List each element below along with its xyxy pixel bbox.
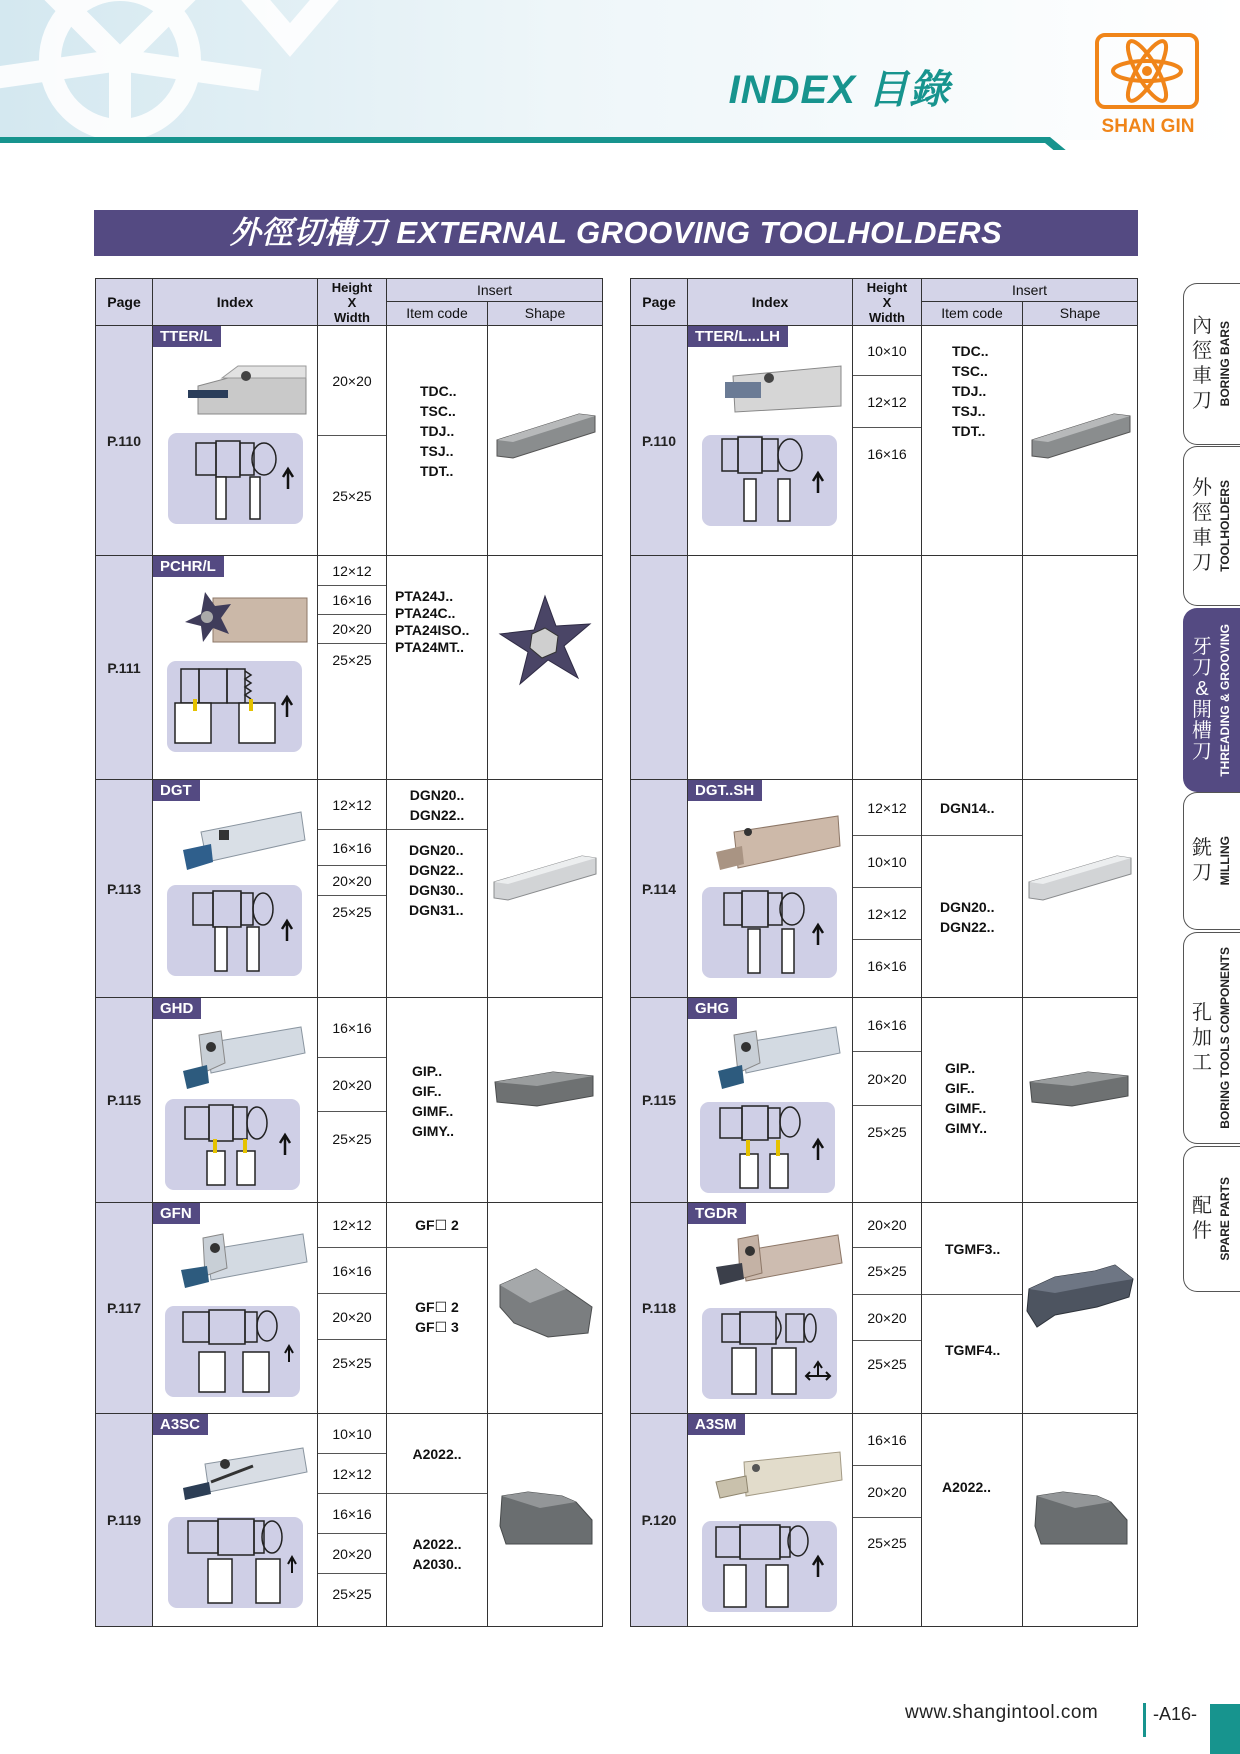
drawing-panel <box>167 885 302 976</box>
side-tab-cn <box>1190 793 1214 929</box>
technical-drawing <box>168 433 303 524</box>
shan-gin-logo-icon <box>1095 33 1199 109</box>
size-value: 16×16 <box>853 998 921 1052</box>
insert-codes <box>387 998 487 1203</box>
table-row[interactable] <box>631 780 1137 998</box>
table-row[interactable] <box>96 556 602 780</box>
technical-drawing <box>700 1102 835 1193</box>
technical-drawing <box>167 661 302 752</box>
table-row <box>631 556 1137 780</box>
size-value: 12×12 <box>318 1203 386 1248</box>
header-page: Page <box>96 279 153 326</box>
drawing-panel <box>700 1102 835 1193</box>
size-value: 16×16 <box>318 830 386 866</box>
size-value: 12×12 <box>318 780 386 830</box>
header-item-code: Item code <box>387 302 488 326</box>
table-row[interactable] <box>631 998 1137 1203</box>
insert-code: TDT.. <box>420 463 454 479</box>
side-tab-threading-grooving[interactable] <box>1183 608 1240 792</box>
toolholder-image <box>723 356 843 422</box>
table-row[interactable] <box>96 780 602 998</box>
header-insert: Insert <box>922 279 1137 302</box>
table-row[interactable] <box>631 1414 1137 1626</box>
insert-code: TDT.. <box>952 423 986 439</box>
page-ref[interactable]: P.115 <box>96 998 153 1202</box>
side-tab-boring-bars[interactable] <box>1183 283 1240 445</box>
side-tab-cn <box>1190 447 1214 605</box>
side-tab-cn-text: 外徑車刀 <box>1192 477 1212 574</box>
side-tab-cn-text: 內徑車刀 <box>1192 315 1212 412</box>
table-row[interactable] <box>631 326 1137 556</box>
insert-code: GIMF.. <box>412 1102 454 1119</box>
size-value: 10×10 <box>318 1414 386 1454</box>
insert-codes <box>387 830 487 930</box>
header-height-width <box>853 279 922 326</box>
footer-accent-block <box>1210 1704 1240 1754</box>
header-x: X <box>347 294 357 310</box>
page-ref[interactable]: P.113 <box>96 780 153 997</box>
insert-code: PTA24C.. <box>395 605 456 621</box>
header-index: Index <box>688 279 853 326</box>
technical-drawing <box>165 1099 300 1190</box>
insert-code: TGMF4.. <box>945 1342 1001 1358</box>
insert-code: DGN20.. <box>409 786 465 803</box>
size-value: 20×20 <box>318 1294 386 1340</box>
insert-shape-image <box>1027 848 1133 908</box>
drawing-panel <box>165 1306 300 1397</box>
shape-cell <box>1023 556 1137 779</box>
page-ref[interactable]: P.111 <box>96 556 153 779</box>
section-banner: 外徑切槽刀 EXTERNAL GROOVING TOOLHOLDERS <box>94 210 1138 256</box>
insert-codes <box>387 580 487 664</box>
side-tab-cn-text: 銑刀 <box>1192 837 1212 884</box>
drawing-panel <box>702 887 837 978</box>
size-value: 25×25 <box>332 488 372 504</box>
insert-code: TDC.. <box>420 383 457 399</box>
insert-code: PTA24J.. <box>395 588 454 604</box>
size-value: 20×20 <box>318 615 386 644</box>
insert-codes <box>922 1414 1022 1560</box>
insert-codes <box>922 780 1022 836</box>
size-value: 25×25 <box>853 1248 921 1295</box>
drawing-panel <box>702 435 837 526</box>
insert-code: TSJ.. <box>952 403 986 419</box>
page-ref[interactable]: P.119 <box>96 1414 153 1626</box>
left-index-table <box>95 278 603 1627</box>
insert-code: DGN14.. <box>940 799 995 816</box>
side-tab-cn <box>1190 1147 1214 1291</box>
index-tag: GFN <box>153 1203 200 1224</box>
toolholder-image <box>183 584 308 654</box>
insert-shape-image <box>1028 1066 1132 1126</box>
insert-code: TSC.. <box>420 403 456 419</box>
size-value: 20×20 <box>318 1058 386 1112</box>
page-ref[interactable]: P.110 <box>631 326 688 555</box>
header-x: X <box>882 294 892 310</box>
index-tag: PCHR/L <box>153 556 224 577</box>
page-title: INDEX 目錄 <box>728 68 950 112</box>
index-tag: A3SM <box>688 1414 745 1435</box>
insert-codes <box>922 836 1022 998</box>
table-row[interactable] <box>631 1203 1137 1414</box>
size-value: 16×16 <box>318 1494 386 1534</box>
header-index: Index <box>153 279 318 326</box>
side-tab-en: SPARE PARTS <box>1218 1177 1232 1261</box>
drawing-panel <box>168 433 303 524</box>
index-tag: GHD <box>153 998 201 1019</box>
header-shape: Shape <box>488 302 602 326</box>
size-value: 16×16 <box>318 998 386 1058</box>
size-value: 10×10 <box>853 326 921 376</box>
size-value: 16×16 <box>318 1248 386 1294</box>
index-tag: DGT <box>153 780 200 801</box>
insert-shape-image <box>496 1490 596 1552</box>
insert-code: DGN31.. <box>409 902 464 918</box>
toolholder-image <box>181 1023 309 1095</box>
insert-code: PTA24MT.. <box>395 639 464 655</box>
insert-code: TDJ.. <box>952 383 987 399</box>
page-ref[interactable]: P.115 <box>631 998 688 1202</box>
table-row[interactable] <box>96 1414 602 1626</box>
size-cell <box>853 556 922 779</box>
page-ref <box>631 556 688 779</box>
technical-drawing <box>702 1521 837 1612</box>
header-background <box>0 0 1240 150</box>
page-number: -A16- <box>1153 1704 1198 1724</box>
size-value: 25×25 <box>867 1356 907 1372</box>
header-page: Page <box>631 279 688 326</box>
code-cell <box>922 556 1023 779</box>
insert-codes <box>387 780 487 830</box>
size-value: 12×12 <box>853 888 921 940</box>
drawing-panel <box>702 1521 837 1612</box>
insert-codes <box>387 1248 487 1386</box>
footer-divider <box>1143 1703 1146 1737</box>
insert-shape-image <box>492 848 598 908</box>
page-ref[interactable]: P.117 <box>96 1203 153 1413</box>
size-value: 16×16 <box>318 586 386 615</box>
insert-code: PTA24ISO.. <box>395 622 470 638</box>
insert-code: GIMY.. <box>945 1120 988 1136</box>
insert-code: GIF.. <box>412 1082 442 1099</box>
side-tab-toolholders[interactable] <box>1183 446 1240 606</box>
insert-code: TDC.. <box>952 343 989 359</box>
side-tab-cn <box>1190 933 1214 1143</box>
page-ref[interactable]: P.120 <box>631 1414 688 1626</box>
toolholder-image <box>188 356 308 422</box>
insert-shape-image <box>1025 1261 1135 1333</box>
index-tag: TGDR <box>688 1203 746 1224</box>
size-value: 12×12 <box>318 1454 386 1494</box>
size-value: 20×20 <box>853 1052 921 1106</box>
drawing-panel <box>167 661 302 752</box>
toolholder-image <box>714 812 844 878</box>
table-row[interactable] <box>96 326 602 556</box>
insert-codes <box>387 1203 487 1248</box>
toolholder-image <box>714 1229 844 1299</box>
toolholder-image <box>716 1023 844 1095</box>
insert-codes <box>387 1414 487 1494</box>
insert-codes <box>922 336 1022 446</box>
size-value: 20×20 <box>318 326 386 436</box>
drawing-panel <box>165 1099 300 1190</box>
insert-code: DGN30.. <box>409 882 464 898</box>
size-value: 16×16 <box>853 1414 921 1466</box>
technical-drawing <box>702 435 837 526</box>
insert-code: TDJ.. <box>420 423 455 439</box>
size-value: 16×16 <box>867 446 907 462</box>
side-tab-en: THREADING & GROOVING <box>1218 623 1232 777</box>
size-value: 25×25 <box>332 652 372 668</box>
technical-drawing <box>167 885 302 976</box>
size-value: 25×25 <box>332 1355 372 1371</box>
brand-name: SHAN GIN <box>1101 116 1195 137</box>
side-tab-cn-text: 配件 <box>1192 1195 1212 1242</box>
insert-codes <box>387 326 487 536</box>
table-row[interactable] <box>96 1203 602 1414</box>
right-index-table <box>630 278 1138 1627</box>
size-value: 20×20 <box>853 1466 921 1518</box>
header-height-width <box>318 279 387 326</box>
technical-drawing <box>165 1306 300 1397</box>
toolholder-image <box>714 1444 844 1510</box>
size-value: 25×25 <box>332 1586 372 1602</box>
header-width: Width <box>334 309 370 325</box>
insert-code: DGN20.. <box>409 842 464 858</box>
header-height: Height <box>866 279 908 295</box>
insert-code: DGN20.. <box>940 899 995 915</box>
side-tab-cn <box>1190 284 1214 444</box>
insert-code: A2022.. <box>942 1479 992 1495</box>
table-row[interactable] <box>96 998 602 1203</box>
drawing-panel <box>702 1308 837 1399</box>
size-value: 12×12 <box>853 780 921 836</box>
index-cell <box>688 556 853 779</box>
website-link[interactable]: www.shangintool.com <box>905 1702 1099 1723</box>
size-value: 25×25 <box>867 1124 907 1140</box>
insert-code: GIF.. <box>945 1080 975 1096</box>
technical-drawing <box>702 887 837 978</box>
insert-code: DGN22.. <box>409 806 465 823</box>
insert-code: GIMF.. <box>945 1100 987 1116</box>
header-item-code: Item code <box>922 302 1023 326</box>
insert-shape-image <box>1028 404 1132 464</box>
side-tab-milling[interactable] <box>1183 792 1240 930</box>
page-ref[interactable]: P.110 <box>96 326 153 555</box>
insert-shape-image <box>493 1066 597 1126</box>
size-value: 25×25 <box>867 1535 907 1551</box>
header-width: Width <box>869 309 905 325</box>
size-value: 25×25 <box>332 1131 372 1147</box>
header-height: Height <box>331 279 373 295</box>
size-value: 20×20 <box>853 1203 921 1248</box>
side-tab-boring-tools[interactable] <box>1183 932 1240 1144</box>
insert-codes <box>922 1203 1022 1295</box>
size-value: 25×25 <box>332 904 372 920</box>
insert-codes <box>922 1295 1022 1405</box>
insert-code: GF☐ 2 <box>415 1217 459 1233</box>
side-tab-en: BORING TOOLS COMPONENTS <box>1218 947 1232 1129</box>
size-value: 12×12 <box>853 376 921 428</box>
side-tab-cn-text: 牙刀&開槽刀 <box>1192 636 1212 763</box>
insert-shape-image <box>498 594 593 702</box>
side-tab-en: TOOLHOLDERS <box>1218 480 1232 572</box>
insert-code: TGMF3.. <box>945 1240 1001 1257</box>
insert-code: GF☐ 2 <box>415 1299 459 1315</box>
technical-drawing <box>702 1308 837 1399</box>
index-tag: TTER/L <box>153 326 221 347</box>
index-tag: GHG <box>688 998 737 1019</box>
size-value: 12×12 <box>318 556 386 586</box>
insert-code: A2022.. <box>412 1445 462 1462</box>
side-tab-cn-text: 孔加工 <box>1192 1001 1212 1074</box>
insert-code: GF☐ 3 <box>415 1319 459 1335</box>
insert-codes <box>922 998 1022 1198</box>
insert-code: A2030.. <box>412 1556 462 1572</box>
insert-shape-image <box>1031 1490 1131 1552</box>
size-value: 20×20 <box>853 1295 921 1341</box>
insert-code: DGN22.. <box>409 862 464 878</box>
size-value: 16×16 <box>867 958 907 974</box>
page-ref[interactable]: P.118 <box>631 1203 688 1413</box>
insert-code: GIMY.. <box>412 1122 455 1139</box>
page-ref[interactable]: P.114 <box>631 780 688 997</box>
insert-code: TSJ.. <box>420 443 454 459</box>
insert-code: A2022.. <box>412 1536 462 1552</box>
header-insert: Insert <box>387 279 602 302</box>
insert-code: GIP.. <box>945 1060 976 1076</box>
side-tab-cn <box>1190 609 1214 791</box>
size-value: 20×20 <box>318 866 386 896</box>
side-tab-en: BORING BARS <box>1218 321 1232 407</box>
drawing-panel <box>168 1517 303 1608</box>
size-value: 10×10 <box>853 836 921 888</box>
side-tab-spare-parts[interactable] <box>1183 1146 1240 1292</box>
index-tag: TTER/L...LH <box>688 326 788 347</box>
toolholder-image <box>181 810 309 880</box>
side-tab-en: MILLING <box>1218 836 1232 886</box>
insert-shape-image <box>496 1267 596 1345</box>
insert-shape-image <box>493 404 597 464</box>
size-value: 20×20 <box>318 1534 386 1574</box>
technical-drawing <box>168 1517 303 1608</box>
header-shape: Shape <box>1023 302 1137 326</box>
insert-code: TSC.. <box>952 363 988 379</box>
index-tag: A3SC <box>153 1414 208 1435</box>
insert-code: DGN22.. <box>940 919 995 935</box>
toolholder-image <box>181 1442 309 1512</box>
insert-code: GIP.. <box>412 1062 443 1079</box>
index-tag: DGT..SH <box>688 780 762 801</box>
insert-codes <box>387 1494 487 1614</box>
toolholder-image <box>179 1228 309 1298</box>
